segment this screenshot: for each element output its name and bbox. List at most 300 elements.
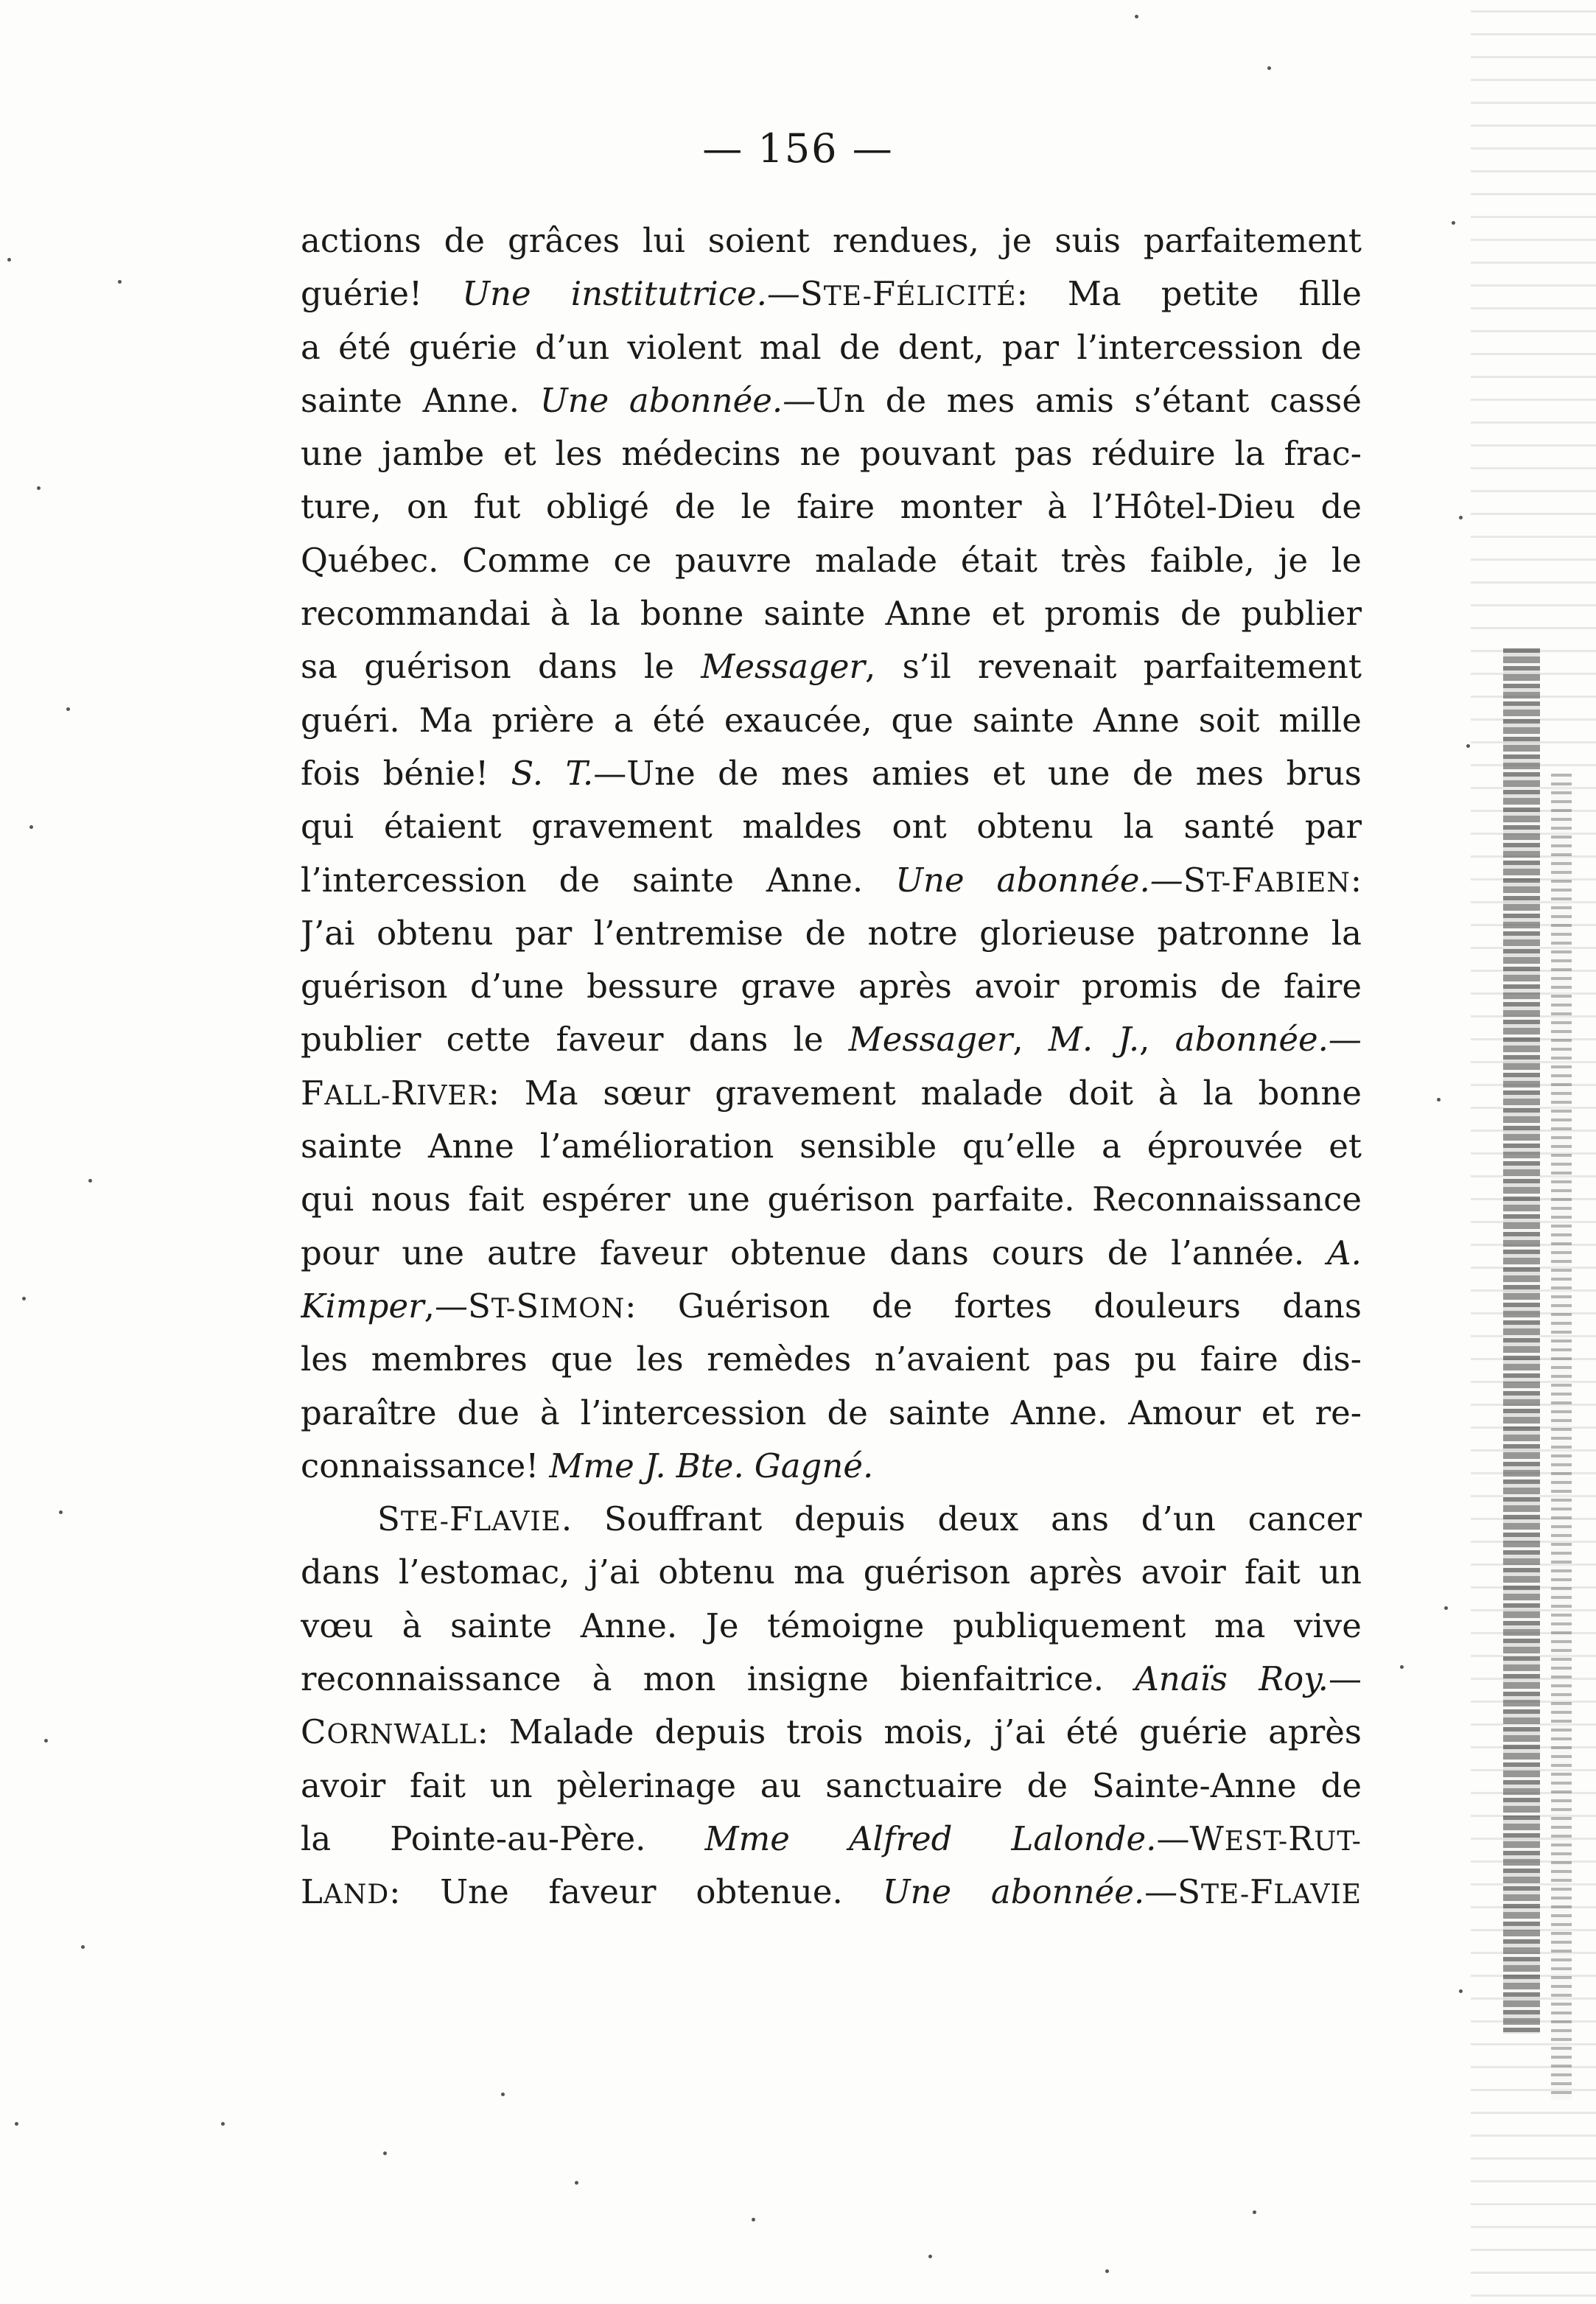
word: l’amélioration <box>539 1127 774 1166</box>
text-line <box>301 1446 1362 1499</box>
word: à <box>550 594 570 634</box>
word: vœu <box>301 1606 374 1645</box>
scan-speck <box>59 1510 63 1514</box>
text-line <box>301 487 1362 540</box>
word: je <box>1278 540 1309 580</box>
word: pas <box>1014 434 1073 474</box>
word: qui <box>301 807 354 847</box>
word: de <box>559 860 601 900</box>
word: à <box>592 1659 612 1699</box>
text-line <box>301 1499 1362 1552</box>
word: Ma <box>419 700 473 740</box>
word: cette <box>446 1020 531 1060</box>
word: pèlerinage <box>556 1765 737 1805</box>
text-line <box>301 541 1362 594</box>
word: Une <box>462 274 531 314</box>
word: de <box>839 327 881 367</box>
word: ont <box>892 807 947 847</box>
text-line <box>301 1286 1362 1340</box>
word: Anne <box>885 594 972 634</box>
word: Anne. <box>1010 1393 1108 1432</box>
word: guérie <box>1139 1712 1248 1752</box>
word: sainte <box>888 1393 990 1432</box>
text-line <box>301 328 1362 381</box>
word: que <box>550 1340 613 1379</box>
word: faire <box>1283 967 1362 1006</box>
word: obligé <box>545 487 650 527</box>
word: d’un <box>1141 1499 1216 1539</box>
word: réduire <box>1091 434 1216 474</box>
word: été <box>338 327 391 367</box>
word: sainte <box>631 860 734 900</box>
text-line <box>301 701 1362 754</box>
word: guérison <box>767 1180 914 1219</box>
word: une <box>1047 753 1110 793</box>
page-number: — 156 — <box>702 125 894 172</box>
word: Kimper,—ST-SIMON: <box>301 1286 637 1326</box>
word: rendues, <box>832 221 979 260</box>
scan-speck <box>221 2122 225 2126</box>
word: Messager, <box>701 647 876 687</box>
text-line <box>301 1393 1362 1446</box>
word: et <box>991 594 1025 634</box>
word: s’étant <box>1134 380 1250 420</box>
word: guéri. <box>301 700 400 740</box>
text-line <box>301 1340 1362 1393</box>
scan-speck <box>1437 1098 1441 1102</box>
word: guérison <box>301 967 448 1006</box>
text-line <box>301 1552 1362 1606</box>
word: ma <box>794 1552 845 1592</box>
word: depuis <box>794 1499 906 1539</box>
word: une <box>402 1233 464 1272</box>
word: cours <box>991 1233 1085 1272</box>
text-line <box>301 861 1362 914</box>
word: J. <box>644 1446 666 1485</box>
word: Malade <box>508 1712 634 1752</box>
word: l’intercession <box>1077 327 1303 367</box>
word: sainte <box>301 380 403 420</box>
word: de <box>1026 1765 1068 1805</box>
word: à <box>1047 487 1068 527</box>
word: une <box>301 434 363 474</box>
word: par <box>1304 807 1362 847</box>
word: à <box>539 1393 560 1432</box>
word: de <box>1180 594 1222 634</box>
word: guérison <box>863 1552 1011 1592</box>
word: Roy.— <box>1259 1659 1362 1699</box>
word: nous <box>371 1180 451 1219</box>
word: de <box>827 1393 868 1432</box>
word: a <box>1102 1127 1121 1166</box>
word: l’entremise <box>593 913 784 953</box>
word: la <box>1331 913 1362 953</box>
word: le <box>643 647 675 687</box>
word: autre <box>486 1233 577 1272</box>
word: Ma <box>524 1073 578 1113</box>
word: a <box>613 700 634 740</box>
scan-speck <box>1459 1989 1463 1993</box>
scan-speck <box>1267 66 1271 70</box>
body-text <box>301 221 1362 1926</box>
word: étaient <box>383 807 502 847</box>
text-line <box>301 1074 1362 1127</box>
word: revenait <box>978 647 1117 687</box>
text-line <box>301 1180 1362 1233</box>
word: les <box>636 1340 684 1379</box>
word: petite <box>1161 274 1259 314</box>
word: STE-FLAVIE. <box>377 1499 573 1539</box>
word: mois, <box>883 1712 974 1752</box>
word: obtenu <box>377 913 494 953</box>
word: médecins <box>621 434 781 474</box>
word: de <box>674 487 716 527</box>
word: malade <box>814 540 938 580</box>
word: Comme <box>462 540 590 580</box>
word: de <box>1320 327 1362 367</box>
word: de <box>1320 487 1362 527</box>
word: les <box>301 1340 349 1379</box>
word: J’ai <box>301 913 355 953</box>
word: dans <box>1282 1286 1362 1326</box>
word: abonnée.—ST-FABIEN: <box>996 860 1362 900</box>
word: de <box>718 753 759 793</box>
word: soient <box>707 221 811 260</box>
word: recommandai <box>301 594 531 634</box>
word: le <box>741 487 771 527</box>
word: et <box>1329 1127 1362 1166</box>
text-line <box>301 1659 1362 1712</box>
word: Anne. <box>580 1606 678 1645</box>
text-line <box>301 914 1362 967</box>
word: abonnée.—STE-FLAVIE <box>990 1872 1362 1912</box>
word: pas <box>1052 1340 1111 1379</box>
word: faire <box>1200 1340 1278 1379</box>
word: dent, <box>897 327 984 367</box>
word: parfaitement <box>1143 647 1362 687</box>
word: bienfaitrice. <box>900 1659 1105 1699</box>
word: LAND: <box>301 1872 401 1912</box>
word: violent <box>627 327 742 367</box>
word: éprouvée <box>1147 1127 1303 1166</box>
scan-speck <box>1466 744 1470 748</box>
word: S. <box>511 753 544 793</box>
word: d’une <box>469 967 564 1006</box>
word: A. <box>1327 1233 1362 1272</box>
word: promis <box>1044 594 1161 634</box>
text-line <box>301 807 1362 860</box>
word: jambe <box>382 434 485 474</box>
word: insigne <box>746 1659 869 1699</box>
word: j’ai <box>994 1712 1046 1752</box>
word: Anne. <box>422 380 520 420</box>
text-line <box>301 274 1362 327</box>
word: Une <box>882 1872 952 1912</box>
word: Lalonde.—WEST-RUT- <box>1011 1818 1362 1858</box>
word: lui <box>643 221 685 260</box>
word: bonne <box>640 594 744 634</box>
word: publier <box>301 1020 421 1060</box>
word: publier <box>1241 594 1362 634</box>
scan-speck <box>81 1945 85 1949</box>
word: les <box>555 434 603 474</box>
word: de <box>1107 1233 1149 1272</box>
word: paraître <box>301 1393 437 1432</box>
scan-speck <box>15 2122 18 2126</box>
word: espérer <box>541 1180 671 1219</box>
word: était <box>960 540 1037 580</box>
word: une <box>687 1180 750 1219</box>
scan-speck <box>1444 1606 1448 1610</box>
word: re- <box>1315 1393 1362 1432</box>
word: due <box>457 1393 519 1432</box>
word: Mme <box>549 1446 634 1485</box>
word: Québec. <box>301 540 439 580</box>
word: pu <box>1134 1340 1177 1379</box>
word: obtenue. <box>696 1872 843 1912</box>
word: parfaite. <box>931 1180 1075 1219</box>
word: Messager, <box>848 1020 1023 1060</box>
word: sensible <box>799 1127 937 1166</box>
scan-speck <box>29 825 33 829</box>
word: cassé <box>1270 380 1362 420</box>
word: s’il <box>902 647 951 687</box>
word: que <box>891 700 953 740</box>
scan-speck <box>383 2151 387 2155</box>
word: deux <box>937 1499 1019 1539</box>
scan-speck <box>1400 1665 1404 1669</box>
word: sainte <box>301 1127 403 1166</box>
scan-speck <box>118 280 122 284</box>
word: fortes <box>953 1286 1052 1326</box>
word: dans <box>889 1233 969 1272</box>
word: pour <box>301 1233 379 1272</box>
word: santé <box>1183 807 1275 847</box>
word: et <box>503 434 536 474</box>
scan-speck <box>1105 2269 1109 2273</box>
word: dans <box>688 1020 769 1060</box>
word: sainte <box>450 1606 553 1645</box>
word: faveur <box>548 1872 657 1912</box>
word: par <box>515 913 573 953</box>
word: témoigne <box>767 1606 925 1645</box>
word: un <box>1319 1552 1362 1592</box>
word: Anne <box>427 1127 514 1166</box>
word: et <box>1261 1393 1295 1432</box>
word: guérison <box>364 647 511 687</box>
word: maldes <box>742 807 862 847</box>
text-line <box>301 647 1362 700</box>
scan-speck <box>1135 15 1138 18</box>
scan-speck <box>44 1739 48 1743</box>
word: bessure <box>587 967 718 1006</box>
word: sainte <box>763 594 866 634</box>
word: mal <box>759 327 822 367</box>
text-line <box>301 1872 1362 1925</box>
word: la <box>589 594 620 634</box>
word: Une <box>440 1872 509 1912</box>
word: Mme <box>704 1818 790 1858</box>
word: faveur <box>556 1020 664 1060</box>
word: malade <box>920 1073 1043 1113</box>
word: de <box>444 221 486 260</box>
word: Ma <box>1067 274 1121 314</box>
scan-speck <box>22 1297 26 1300</box>
word: et <box>992 753 1026 793</box>
scan-speck <box>575 2181 578 2185</box>
word: sainte <box>972 700 1074 740</box>
word: Guérison <box>677 1286 830 1326</box>
word: après <box>858 967 952 1006</box>
word: publiquement <box>953 1606 1186 1645</box>
word: le <box>1331 540 1362 580</box>
word: faveur <box>599 1233 707 1272</box>
word: Anne <box>1093 700 1180 740</box>
word: ture, <box>301 487 382 527</box>
word: n’avaient <box>874 1340 1030 1379</box>
word: bonne <box>1258 1073 1362 1113</box>
scan-speck <box>1459 516 1463 519</box>
word: la <box>1203 1073 1233 1113</box>
word: remèdes <box>707 1340 852 1379</box>
word: fait <box>409 1765 466 1805</box>
word: Souffrant <box>603 1499 763 1539</box>
word: Anaïs <box>1135 1659 1228 1699</box>
word: gravement <box>531 807 713 847</box>
scan-edge-band <box>1503 648 1540 2034</box>
text-line <box>301 221 1362 274</box>
word: notre <box>867 913 958 953</box>
word: Anne. <box>766 860 864 900</box>
word: ma <box>1214 1606 1266 1645</box>
word: brus <box>1286 753 1362 793</box>
word: ne <box>799 434 841 474</box>
word: de <box>1132 753 1174 793</box>
word: pouvant <box>859 434 996 474</box>
word: après <box>1268 1712 1362 1752</box>
word: sanctuaire <box>825 1765 1003 1805</box>
scan-speck <box>1253 2210 1256 2214</box>
word: T.—Une <box>565 753 696 793</box>
text-line <box>301 594 1362 647</box>
word: très <box>1060 540 1127 580</box>
word: à <box>402 1606 422 1645</box>
word: cancer <box>1247 1499 1362 1539</box>
word: grâces <box>508 221 620 260</box>
word: le <box>793 1020 824 1060</box>
word: obtenu <box>976 807 1093 847</box>
word: FALL-RIVER: <box>301 1073 500 1113</box>
text-line <box>301 1712 1362 1765</box>
word: fait <box>1244 1552 1301 1592</box>
word: dis- <box>1301 1340 1362 1379</box>
text-line <box>301 1127 1362 1180</box>
word: glorieuse <box>979 913 1135 953</box>
word: de <box>1320 1765 1362 1805</box>
word: guérie <box>408 327 517 367</box>
word: Bte. <box>676 1446 744 1485</box>
word: reconnaissance <box>301 1659 561 1699</box>
word: l’intercession <box>301 860 527 900</box>
word: un <box>489 1765 533 1805</box>
scan-speck <box>37 486 41 490</box>
word: Reconnaissance <box>1092 1180 1362 1219</box>
word: à <box>1158 1073 1178 1113</box>
word: mes <box>946 380 1015 420</box>
word: mes <box>1195 753 1264 793</box>
word: trois <box>786 1712 864 1752</box>
word: exaucée, <box>724 700 872 740</box>
word: été <box>1065 1712 1119 1752</box>
text-line <box>301 381 1362 434</box>
text-line <box>301 1766 1362 1819</box>
word: par <box>1001 327 1060 367</box>
scan-speck <box>501 2093 505 2096</box>
word: mon <box>643 1659 716 1699</box>
scan-speck <box>928 2255 932 2258</box>
word: l’année. <box>1171 1233 1305 1272</box>
scan-speck <box>88 1179 92 1183</box>
word: prière <box>491 700 595 740</box>
word: obtenu <box>658 1552 775 1592</box>
word: fille <box>1298 274 1362 314</box>
word: de <box>1220 967 1261 1006</box>
word: fois <box>301 753 361 793</box>
scan-edge-band-secondary <box>1551 774 1572 2100</box>
word: qui <box>301 1180 354 1219</box>
word: avoir <box>1141 1552 1226 1592</box>
word: pauvre <box>675 540 792 580</box>
word: Alfred <box>848 1818 953 1858</box>
word: Pointe-au-Père. <box>390 1818 646 1858</box>
word: connaissance! <box>301 1446 539 1485</box>
word: M. <box>1048 1020 1093 1060</box>
word: faible, <box>1149 540 1255 580</box>
word: obtenue <box>729 1233 867 1272</box>
word: douleurs <box>1093 1286 1241 1326</box>
word: soit <box>1198 700 1260 740</box>
word: actions <box>301 221 421 260</box>
word: de <box>805 913 847 953</box>
word: la <box>1123 807 1154 847</box>
word: Une <box>895 860 965 900</box>
word: mes <box>780 753 850 793</box>
word: a <box>301 327 321 367</box>
word: abonnée.—Un <box>629 380 866 420</box>
text-line <box>301 754 1362 807</box>
word: l’Hôtel-Dieu <box>1092 487 1295 527</box>
word: bénie! <box>382 753 489 793</box>
scan-speck <box>66 707 70 711</box>
word: frac- <box>1284 434 1362 474</box>
word: institutrice.—STE-FÉLICITÉ: <box>570 274 1028 314</box>
word: patronne <box>1157 913 1310 953</box>
word: abonnée.— <box>1175 1020 1362 1060</box>
word: parfaitement <box>1143 221 1362 260</box>
word: d’un <box>535 327 610 367</box>
word: qu’elle <box>962 1127 1077 1166</box>
text-line <box>301 967 1362 1020</box>
word: sœur <box>603 1073 690 1113</box>
word: CORNWALL: <box>301 1712 489 1752</box>
scan-speck <box>7 258 11 262</box>
word: la <box>301 1818 332 1858</box>
word: monter <box>900 487 1022 527</box>
word: grave <box>741 967 836 1006</box>
word: dans <box>537 647 617 687</box>
word: amies <box>871 753 970 793</box>
word: Je <box>705 1606 739 1645</box>
